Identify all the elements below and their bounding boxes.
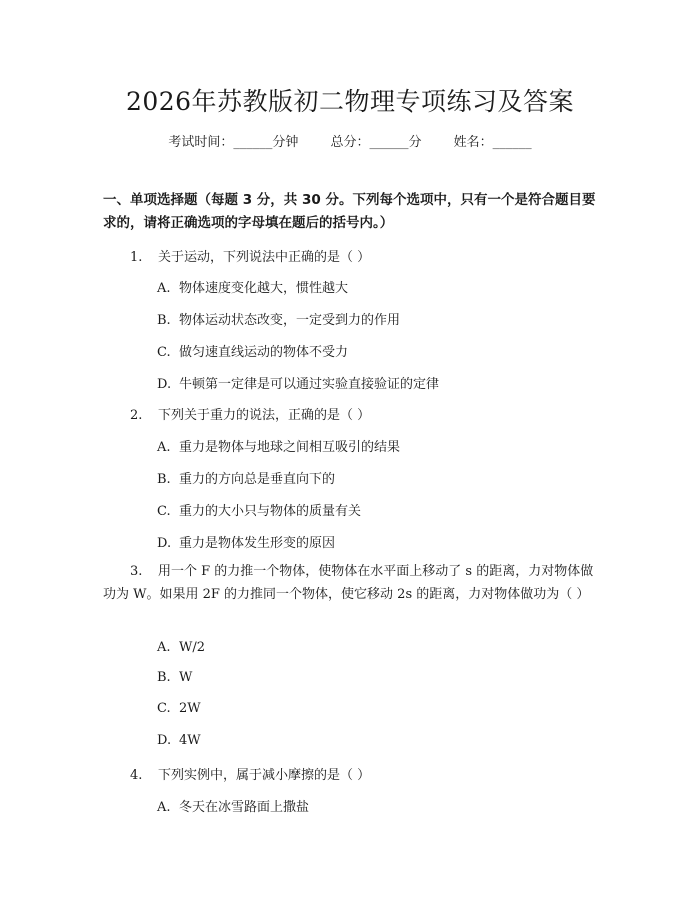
- option-text: 重力是物体与地球之间相互吸引的结果: [179, 440, 401, 455]
- option-text: 牛顿第一定律是可以通过实验直接验证的定律: [179, 377, 440, 392]
- exam-time-field: [168, 131, 298, 150]
- option-text: 2W: [179, 701, 201, 716]
- option-1b: [157, 309, 400, 328]
- option-text: 物体速度变化越大，惯性越大: [179, 281, 349, 296]
- option-2d: [157, 532, 335, 551]
- question-text: 关于运动，下列说法中正确的是（ ）: [158, 250, 371, 265]
- question-text: 用一个 F 的力推一个物体，使物体在水平面上移动了 s 的距离，力对物体做功为 W。如果用 2F 的力推同一个物体，使它移动 2s 的距离，力对物体做功为（ ）: [103, 564, 594, 602]
- option-text: 冬天在冰雪路面上撒盐: [179, 800, 310, 815]
- option-letter: B.: [157, 313, 171, 328]
- option-text: 重力的大小只与物体的质量有关: [179, 504, 362, 519]
- question-1: [130, 246, 370, 265]
- option-letter: A.: [157, 440, 171, 455]
- option-4a: [157, 796, 309, 815]
- option-letter: C.: [157, 701, 171, 716]
- option-letter: A.: [157, 640, 171, 655]
- question-text: 下列实例中，属于减小摩擦的是（ ）: [158, 768, 371, 783]
- name-blank: ______: [492, 135, 532, 150]
- option-2c: [157, 500, 361, 519]
- option-1a: [157, 277, 348, 296]
- option-text: W: [179, 670, 193, 685]
- question-number: 3.: [130, 564, 143, 579]
- time-label: 考试时间：: [168, 135, 234, 150]
- option-letter: D.: [157, 377, 172, 392]
- option-letter: A.: [157, 800, 171, 815]
- option-letter: B.: [157, 472, 171, 487]
- name-field: [454, 131, 532, 150]
- option-letter: D.: [157, 733, 172, 748]
- option-2a: [157, 436, 400, 455]
- question-3: [103, 560, 603, 606]
- option-3b: [157, 670, 192, 685]
- option-3c: [157, 701, 201, 716]
- page-title: 2026年苏教版初二物理专项练习及答案: [125, 87, 575, 116]
- option-letter: B.: [157, 670, 171, 685]
- question-number: 1.: [130, 250, 143, 265]
- option-2b: [157, 468, 335, 487]
- option-letter: D.: [157, 536, 172, 551]
- question-number: 4.: [130, 768, 143, 783]
- option-1d: [157, 373, 439, 392]
- option-letter: C.: [157, 345, 171, 360]
- question-4: [130, 764, 370, 783]
- time-blank: ______: [233, 135, 273, 150]
- score-unit: 分: [408, 135, 422, 150]
- option-text: 4W: [179, 733, 201, 748]
- time-unit: 分钟: [272, 135, 299, 150]
- option-text: 物体运动状态改变，一定受到力的作用: [179, 313, 401, 328]
- option-text: W/2: [179, 640, 206, 655]
- name-label: 姓名：: [453, 135, 493, 150]
- question-2: [130, 404, 370, 423]
- exam-info-line: [0, 131, 700, 150]
- option-text: 做匀速直线运动的物体不受力: [179, 345, 349, 360]
- option-1c: [157, 341, 348, 360]
- total-score-field: [330, 131, 421, 150]
- option-3a: [157, 640, 205, 655]
- option-text: 重力是物体发生形变的原因: [179, 536, 336, 551]
- question-text: 下列关于重力的说法，正确的是（ ）: [158, 408, 371, 423]
- section-heading: 一、单项选择题（每题 3 分，共 30 分。下列每个选项中，只有一个是符合题目要求的，请将正确选项的字母填在题后的括号内。）: [103, 192, 596, 231]
- option-3d: [157, 733, 201, 748]
- option-letter: C.: [157, 504, 171, 519]
- option-text: 重力的方向总是垂直向下的: [179, 472, 336, 487]
- question-number: 2.: [130, 408, 143, 423]
- score-blank: ______: [369, 135, 409, 150]
- score-label: 总分：: [330, 135, 370, 150]
- option-letter: A.: [157, 281, 171, 296]
